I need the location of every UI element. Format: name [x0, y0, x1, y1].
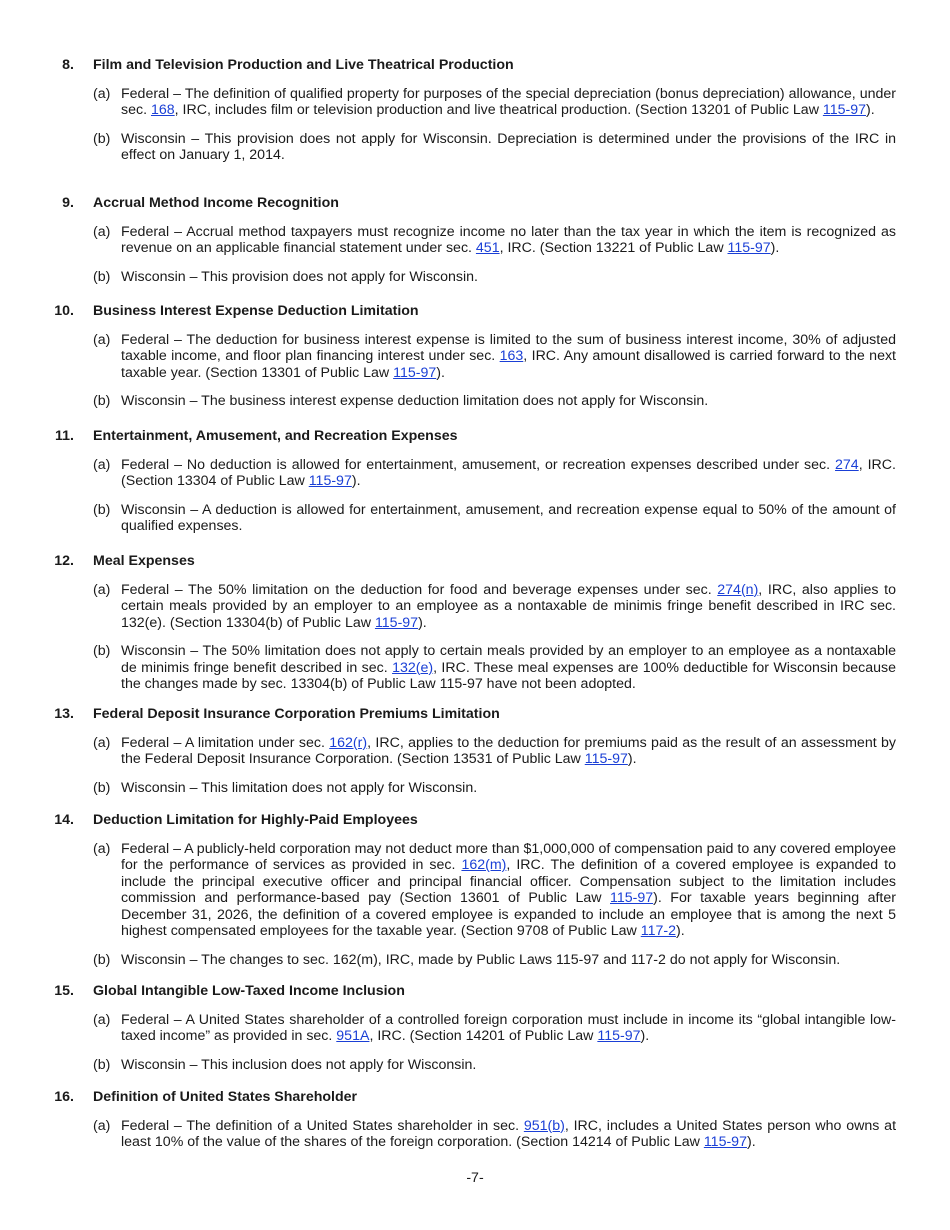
- text-run: Federal – Accrual method taxpayers must recognize income no later than the tax year in which the item is recognized as revenue on an applicable financial statement under sec.: [121, 223, 896, 256]
- page-number: -7-: [466, 1170, 484, 1186]
- statute-link[interactable]: 117-2: [640, 923, 676, 939]
- text-run: ).: [351, 473, 361, 489]
- item-text: [121, 269, 896, 286]
- item-text: [121, 841, 896, 940]
- item-label: (a): [93, 734, 111, 751]
- provision-item: [93, 643, 896, 693]
- text-run: ).: [436, 364, 445, 381]
- text-run: Wisconsin – The business interest expense deduction limitation does not apply for Wisconsin.: [121, 393, 709, 409]
- text-run: Federal – The deduction for business interest expense is limited to the sum of business interest income, 30% of adjusted taxable income, and floor plan financing interest under sec.: [121, 331, 896, 364]
- section-number: 16.: [54, 1089, 74, 1105]
- section-heading: [54, 303, 896, 320]
- item-label: (a): [93, 1117, 111, 1134]
- section-title: Film and Television Production and Live Theatrical Production: [93, 57, 514, 73]
- section-title: Definition of United States Shareholder: [93, 1089, 358, 1105]
- provision-item: [93, 1012, 896, 1045]
- provision-item: [93, 841, 896, 940]
- text-run: Wisconsin – The 50% limitation does not apply to certain meals provided by an employer to an employee as a nontaxable de minimis fringe benefit described in sec.: [121, 643, 896, 676]
- section-heading: [54, 195, 896, 212]
- item-text: [121, 582, 896, 632]
- section-number: 15.: [54, 983, 74, 999]
- section-heading: [54, 983, 896, 1000]
- section-heading: [54, 553, 896, 570]
- section-number: 11.: [55, 428, 74, 444]
- provision-item: [93, 269, 896, 286]
- item-label: (a): [93, 85, 111, 102]
- item-label: (a): [93, 840, 111, 857]
- section-title: Global Intangible Low-Taxed Income Inclusion: [93, 983, 405, 999]
- statute-link[interactable]: 115-97: [727, 240, 771, 256]
- statute-link[interactable]: 951(b): [523, 1117, 565, 1134]
- statute-link[interactable]: 115-97: [610, 890, 654, 906]
- statute-link[interactable]: 162(m): [461, 857, 507, 873]
- item-text: [121, 457, 896, 490]
- section-heading: [54, 57, 896, 74]
- text-run: , IRC. Any amount disallowed is carried forward to the next taxable year. (Section 13301 of Public Law: [121, 348, 896, 381]
- statute-link[interactable]: 163: [499, 348, 524, 364]
- text-run: Federal – The 50% limitation on the deduction for food and beverage expenses under sec.: [121, 581, 718, 598]
- text-run: , IRC. The definition of a covered employee is expanded to include the principal executive officer and principal financial officer. Compensation subject to the limitation includes commission and performance-based pay (Section 13601 of Public Law: [121, 857, 896, 906]
- provision-item: [93, 952, 896, 969]
- item-label: (b): [93, 501, 111, 518]
- item-label: (a): [93, 456, 111, 473]
- section-number: 9.: [62, 195, 74, 211]
- text-run: , IRC. (Section 14201 of Public Law: [369, 1028, 598, 1044]
- statute-link[interactable]: 274(n): [717, 581, 759, 598]
- statute-link[interactable]: 115-97: [584, 751, 628, 767]
- section-title: Meal Expenses: [93, 553, 195, 569]
- section-number: 14.: [54, 812, 74, 828]
- section-title: Deduction Limitation for Highly-Paid Employees: [93, 812, 418, 828]
- text-run: Wisconsin – This provision does not apply for Wisconsin.: [121, 268, 478, 285]
- text-run: ).: [627, 751, 637, 767]
- provision-item: [93, 1057, 896, 1074]
- section-number: 10.: [54, 303, 74, 319]
- text-run: Federal – The definition of a United States shareholder in sec.: [121, 1117, 524, 1134]
- item-text: [121, 1057, 896, 1074]
- item-label: (a): [93, 1011, 111, 1028]
- provision-item: [93, 393, 896, 410]
- statute-link[interactable]: 115-97: [597, 1028, 641, 1044]
- section-9: [54, 195, 896, 297]
- provision-item: [93, 457, 896, 490]
- statute-link[interactable]: 274: [835, 456, 859, 473]
- item-text: [121, 1118, 896, 1151]
- text-run: Federal – No deduction is allowed for entertainment, amusement, or recreation expenses described under sec.: [121, 456, 836, 473]
- section-11: [54, 428, 896, 547]
- statute-link[interactable]: 168: [150, 102, 175, 118]
- statute-link[interactable]: 115-97: [393, 364, 437, 381]
- text-run: ).: [866, 102, 875, 118]
- item-text: [121, 86, 896, 119]
- text-run: Wisconsin – A deduction is allowed for entertainment, amusement, and recreation expense equal to 50% of the amount of qualified expenses.: [121, 501, 896, 534]
- text-run: , IRC, includes film or television production and live theatrical production. (Section 13201 of Public Law: [174, 102, 823, 118]
- item-text: [121, 952, 896, 969]
- section-15: [54, 983, 896, 1085]
- provision-item: [93, 502, 896, 535]
- statute-link[interactable]: 115-97: [308, 473, 352, 489]
- section-12: [54, 553, 896, 705]
- text-run: , IRC, also applies to certain meals provided by an employer to an employee as a nontaxable de minimis fringe benefit described in IRC sec. 132(e). (Section 13304(b) of Public Law: [121, 581, 897, 631]
- provision-item: [93, 1118, 896, 1151]
- statute-link[interactable]: 115-97: [822, 102, 867, 118]
- section-title: Federal Deposit Insurance Corporation Premiums Limitation: [93, 706, 500, 722]
- section-number: 12.: [54, 553, 74, 569]
- text-run: ).: [675, 923, 685, 939]
- text-run: Federal – A limitation under sec.: [121, 734, 330, 751]
- item-text: [121, 1012, 896, 1045]
- item-label: (b): [93, 393, 111, 409]
- statute-link[interactable]: 451: [475, 240, 500, 256]
- section-title: Business Interest Expense Deduction Limitation: [93, 303, 419, 319]
- section-8: [54, 57, 896, 176]
- provision-item: [93, 780, 896, 797]
- text-run: ).: [418, 614, 427, 631]
- text-run: , IRC. (Section 13221 of Public Law: [499, 240, 728, 256]
- text-run: ).: [770, 240, 780, 256]
- text-run: , IRC, applies to the deduction for premiums paid as the result of an assessment by the Federal Deposit Insurance Corporation. (Section 13531 of Public Law: [121, 734, 896, 767]
- item-text: [121, 502, 896, 535]
- section-14: [54, 812, 896, 980]
- text-run: Federal – A United States shareholder of a controlled foreign corporation must include in income its “global intangible low-taxed income” as provided in sec.: [121, 1011, 896, 1044]
- text-run: , IRC. These meal expenses are 100% deductible for Wisconsin because the changes made by sec. 13304(b) of Public Law 115-97 have not been adopted.: [121, 659, 896, 692]
- section-number: 13.: [54, 706, 74, 722]
- statute-link[interactable]: 162(r): [329, 734, 368, 751]
- item-text: [121, 780, 896, 797]
- item-text: [121, 643, 896, 693]
- provision-item: [93, 86, 896, 119]
- text-run: Wisconsin – This inclusion does not apply for Wisconsin.: [121, 1056, 477, 1073]
- text-run: Wisconsin – This provision does not apply for Wisconsin. Depreciation is determined under the provisions of the IRC in effect on January 1, 2014.: [121, 130, 896, 163]
- item-text: [121, 224, 896, 257]
- provision-item: [93, 735, 896, 768]
- section-heading: [54, 706, 896, 723]
- item-text: [121, 735, 896, 768]
- text-run: ).: [746, 1134, 756, 1150]
- section-heading: [54, 1089, 896, 1106]
- item-label: (a): [93, 331, 111, 348]
- statute-link[interactable]: 115-97: [703, 1134, 747, 1150]
- section-heading: [54, 812, 896, 829]
- statute-link[interactable]: 132(e): [392, 659, 434, 676]
- text-run: Wisconsin – The changes to sec. 162(m), IRC, made by Public Laws 115-97 and 117-2 do not apply for Wisconsin.: [121, 951, 841, 968]
- section-16: [54, 1089, 896, 1163]
- section-title: Accrual Method Income Recognition: [93, 195, 339, 211]
- item-text: [121, 332, 896, 382]
- text-run: , IRC, includes a United States person who owns at least 10% of the value of the shares of the foreign corporation. (Section 14214 of Public Law: [121, 1117, 897, 1150]
- statute-link[interactable]: 115-97: [374, 614, 419, 631]
- provision-item: [93, 332, 896, 382]
- item-text: [121, 393, 896, 410]
- section-13: [54, 706, 896, 808]
- item-label: (b): [93, 951, 111, 968]
- section-10: [54, 303, 896, 422]
- section-number: 8.: [62, 57, 74, 73]
- text-run: Federal – A publicly-held corporation may not deduct more than $1,000,000 of compensation paid to any covered employee for the performance of services as provided in sec.: [121, 840, 896, 873]
- item-label: (b): [93, 1056, 111, 1073]
- item-label: (b): [93, 643, 111, 659]
- statute-link[interactable]: 951A: [336, 1028, 370, 1044]
- item-text: [121, 131, 896, 164]
- text-run: ). For taxable years beginning after December 31, 2026, the definition of a covered employee is expanded to include an employee that is among the next 5 highest compensated employees for the taxable year. (Section 9708 of Public Law: [121, 890, 896, 939]
- provision-item: [93, 131, 896, 164]
- item-label: (a): [93, 223, 111, 240]
- text-run: Wisconsin – This limitation does not apply for Wisconsin.: [121, 779, 478, 796]
- item-label: (b): [93, 779, 111, 796]
- text-run: , IRC. (Section 13304 of Public Law: [121, 456, 896, 489]
- item-label: (a): [93, 581, 111, 598]
- text-run: ).: [640, 1028, 650, 1044]
- item-label: (b): [93, 268, 111, 285]
- item-label: (b): [93, 130, 111, 147]
- provision-item: [93, 224, 896, 257]
- provision-item: [93, 582, 896, 632]
- section-title: Entertainment, Amusement, and Recreation Expenses: [93, 428, 458, 444]
- text-run: Federal – The definition of qualified property for purposes of the special depreciation (bonus depreciation) allowance, under sec.: [121, 85, 896, 118]
- section-heading: [54, 428, 896, 445]
